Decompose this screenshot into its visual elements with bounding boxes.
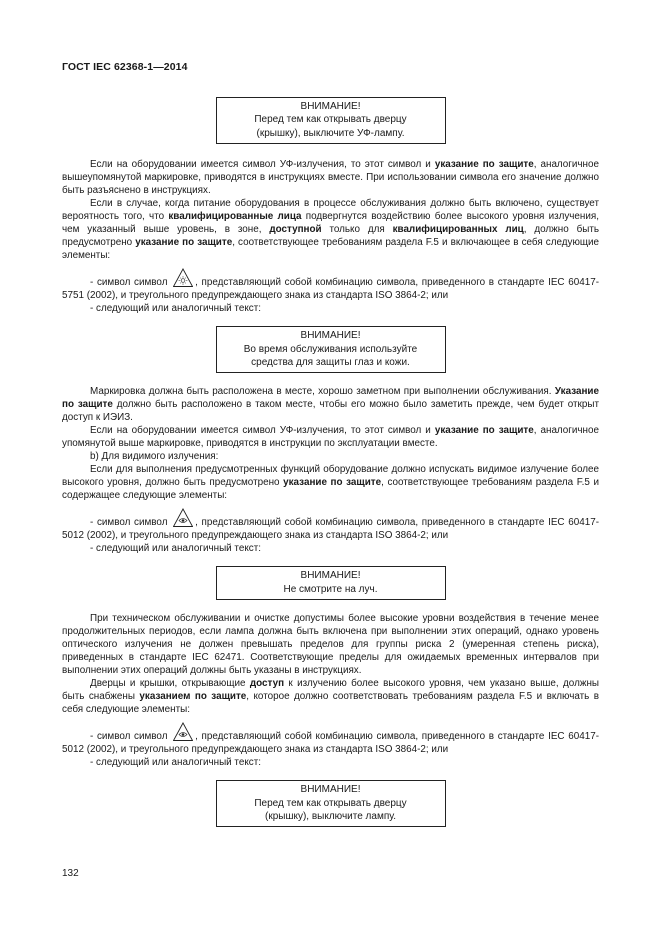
paragraph: Дверцы и крышки, открывающие доступ к излучению более высокого уровня, чем указано выше, должны быть снабжены указанием по защите, которое должно соответствовать требованиям раздела F.5 и включать в себя следующие элементы: (62, 678, 599, 716)
warning-line: Не смотрите на луч. (283, 583, 378, 595)
page-body (62, 97, 599, 827)
paragraph: Если для выполнения предусмотренных функций оборудование должно испускать видимое излучение более высокого уровня, должно быть предусмотрено указание по защите, соответствующее требованиям раздела F.5 и содержащее следующие элементы: (62, 464, 599, 502)
warning-box-lamp-off (216, 780, 446, 827)
warning-line: средства для защиты глаз и кожи. (251, 357, 410, 369)
warning-line: Во время обслуживания используйте (243, 343, 418, 355)
warning-line: ВНИМАНИЕ! (300, 784, 361, 796)
warning-box-do-not-look (216, 566, 446, 600)
paragraph: Если на оборудовании имеется символ УФ-излучения, то этот символ и указание по защите, аналогичное упомянутой выше маркировке, приводятся в инструкции по эксплуатации вместе. (62, 425, 599, 450)
list-item: - символ символ , представляющий собой комбинацию символа, приведенного в стандарте IEC 60417-5012 (2002), и треугольного предупреждающего знака из стандарта ISO 3864-2; или (62, 722, 599, 756)
paragraph: b) Для видимого излучения: (90, 451, 219, 463)
uv-warning-symbol-icon (173, 268, 193, 288)
warning-line: ВНИМАНИЕ! (300, 101, 361, 112)
list-item: - следующий или аналогичный текст: (90, 543, 261, 555)
page-number: 132 (62, 868, 79, 879)
list-item: - символ символ , представляющий собой комбинацию символа, приведенного в стандарте IEC 60417-5012 (2002), и треугольного предупреждающего знака из стандарта ISO 3864-2; или (62, 508, 599, 542)
warning-line: (крышку), выключите лампу. (264, 811, 397, 823)
paragraph: Если в случае, когда питание оборудования в процессе обслуживания должно быть включено, существует вероятность того, что квалифицированные лица подвергнутся воздействию более высокого уровня излучения, чем указанный выше уровень, в зоне, доступной только для квалифицированных лиц, должно быть предусмотрено указание по защите, соответствующее требованиям раздела F.5 и включающее в себя следующие элементы: (62, 198, 599, 262)
paragraph: Если на оборудовании имеется символ УФ-излучения, то этот символ и указание по защите, аналогичное вышеупомянутой маркировке, приводятся в инструкциях вместе. При использовании символа его значение должно быть разъяснено в инструкциях. (62, 159, 599, 197)
list-item: - следующий или аналогичный текст: (90, 303, 261, 315)
visible-light-warning-symbol-icon (173, 722, 193, 742)
paragraph: Маркировка должна быть расположена в месте, хорошо заметном при выполнении обслуживания. Указание по защите должно быть расположено в таком месте, чтобы его можно было заметить прежде, чем будет открыт доступ к ИЭИЗ. (62, 386, 599, 424)
warning-line: ВНИМАНИЕ! (300, 570, 361, 582)
warning-line: ВНИМАНИЕ! (300, 330, 361, 342)
warning-box-uv-lamp (216, 97, 446, 144)
visible-light-warning-symbol-icon (173, 508, 193, 528)
warning-line: Перед тем как открывать дверцу (254, 114, 407, 126)
document-header: ГОСТ IEC 62368-1—2014 (62, 61, 188, 73)
list-item: - следующий или аналогичный текст: (90, 757, 261, 769)
paragraph: При техническом обслуживании и очистке допустимы более высокие уровни воздействия в течение менее продолжительных периодов, если лампа должна быть включена при выполнении этих операций, однако уровень оптического излучения не должен превышать пределов для группы риска 2 (умеренная степень риска), приведенных в стандарте IEC 62471. Соответствующие пределы для ожидаемых временных интервалов при выполнении этих операций должны быть указаны в инструкциях. (62, 613, 599, 677)
warning-box-eye-protection (216, 326, 446, 373)
list-item: - символ символ , представляющий собой комбинацию символа, приведенного в стандарте IEC 60417-5751 (2002), и треугольного предупреждающего знака из стандарта ISO 3864-2; или (62, 268, 599, 302)
warning-line: Перед тем как открывать дверцу (254, 797, 407, 809)
warning-line: (крышку), выключите УФ-лампу. (256, 127, 405, 139)
